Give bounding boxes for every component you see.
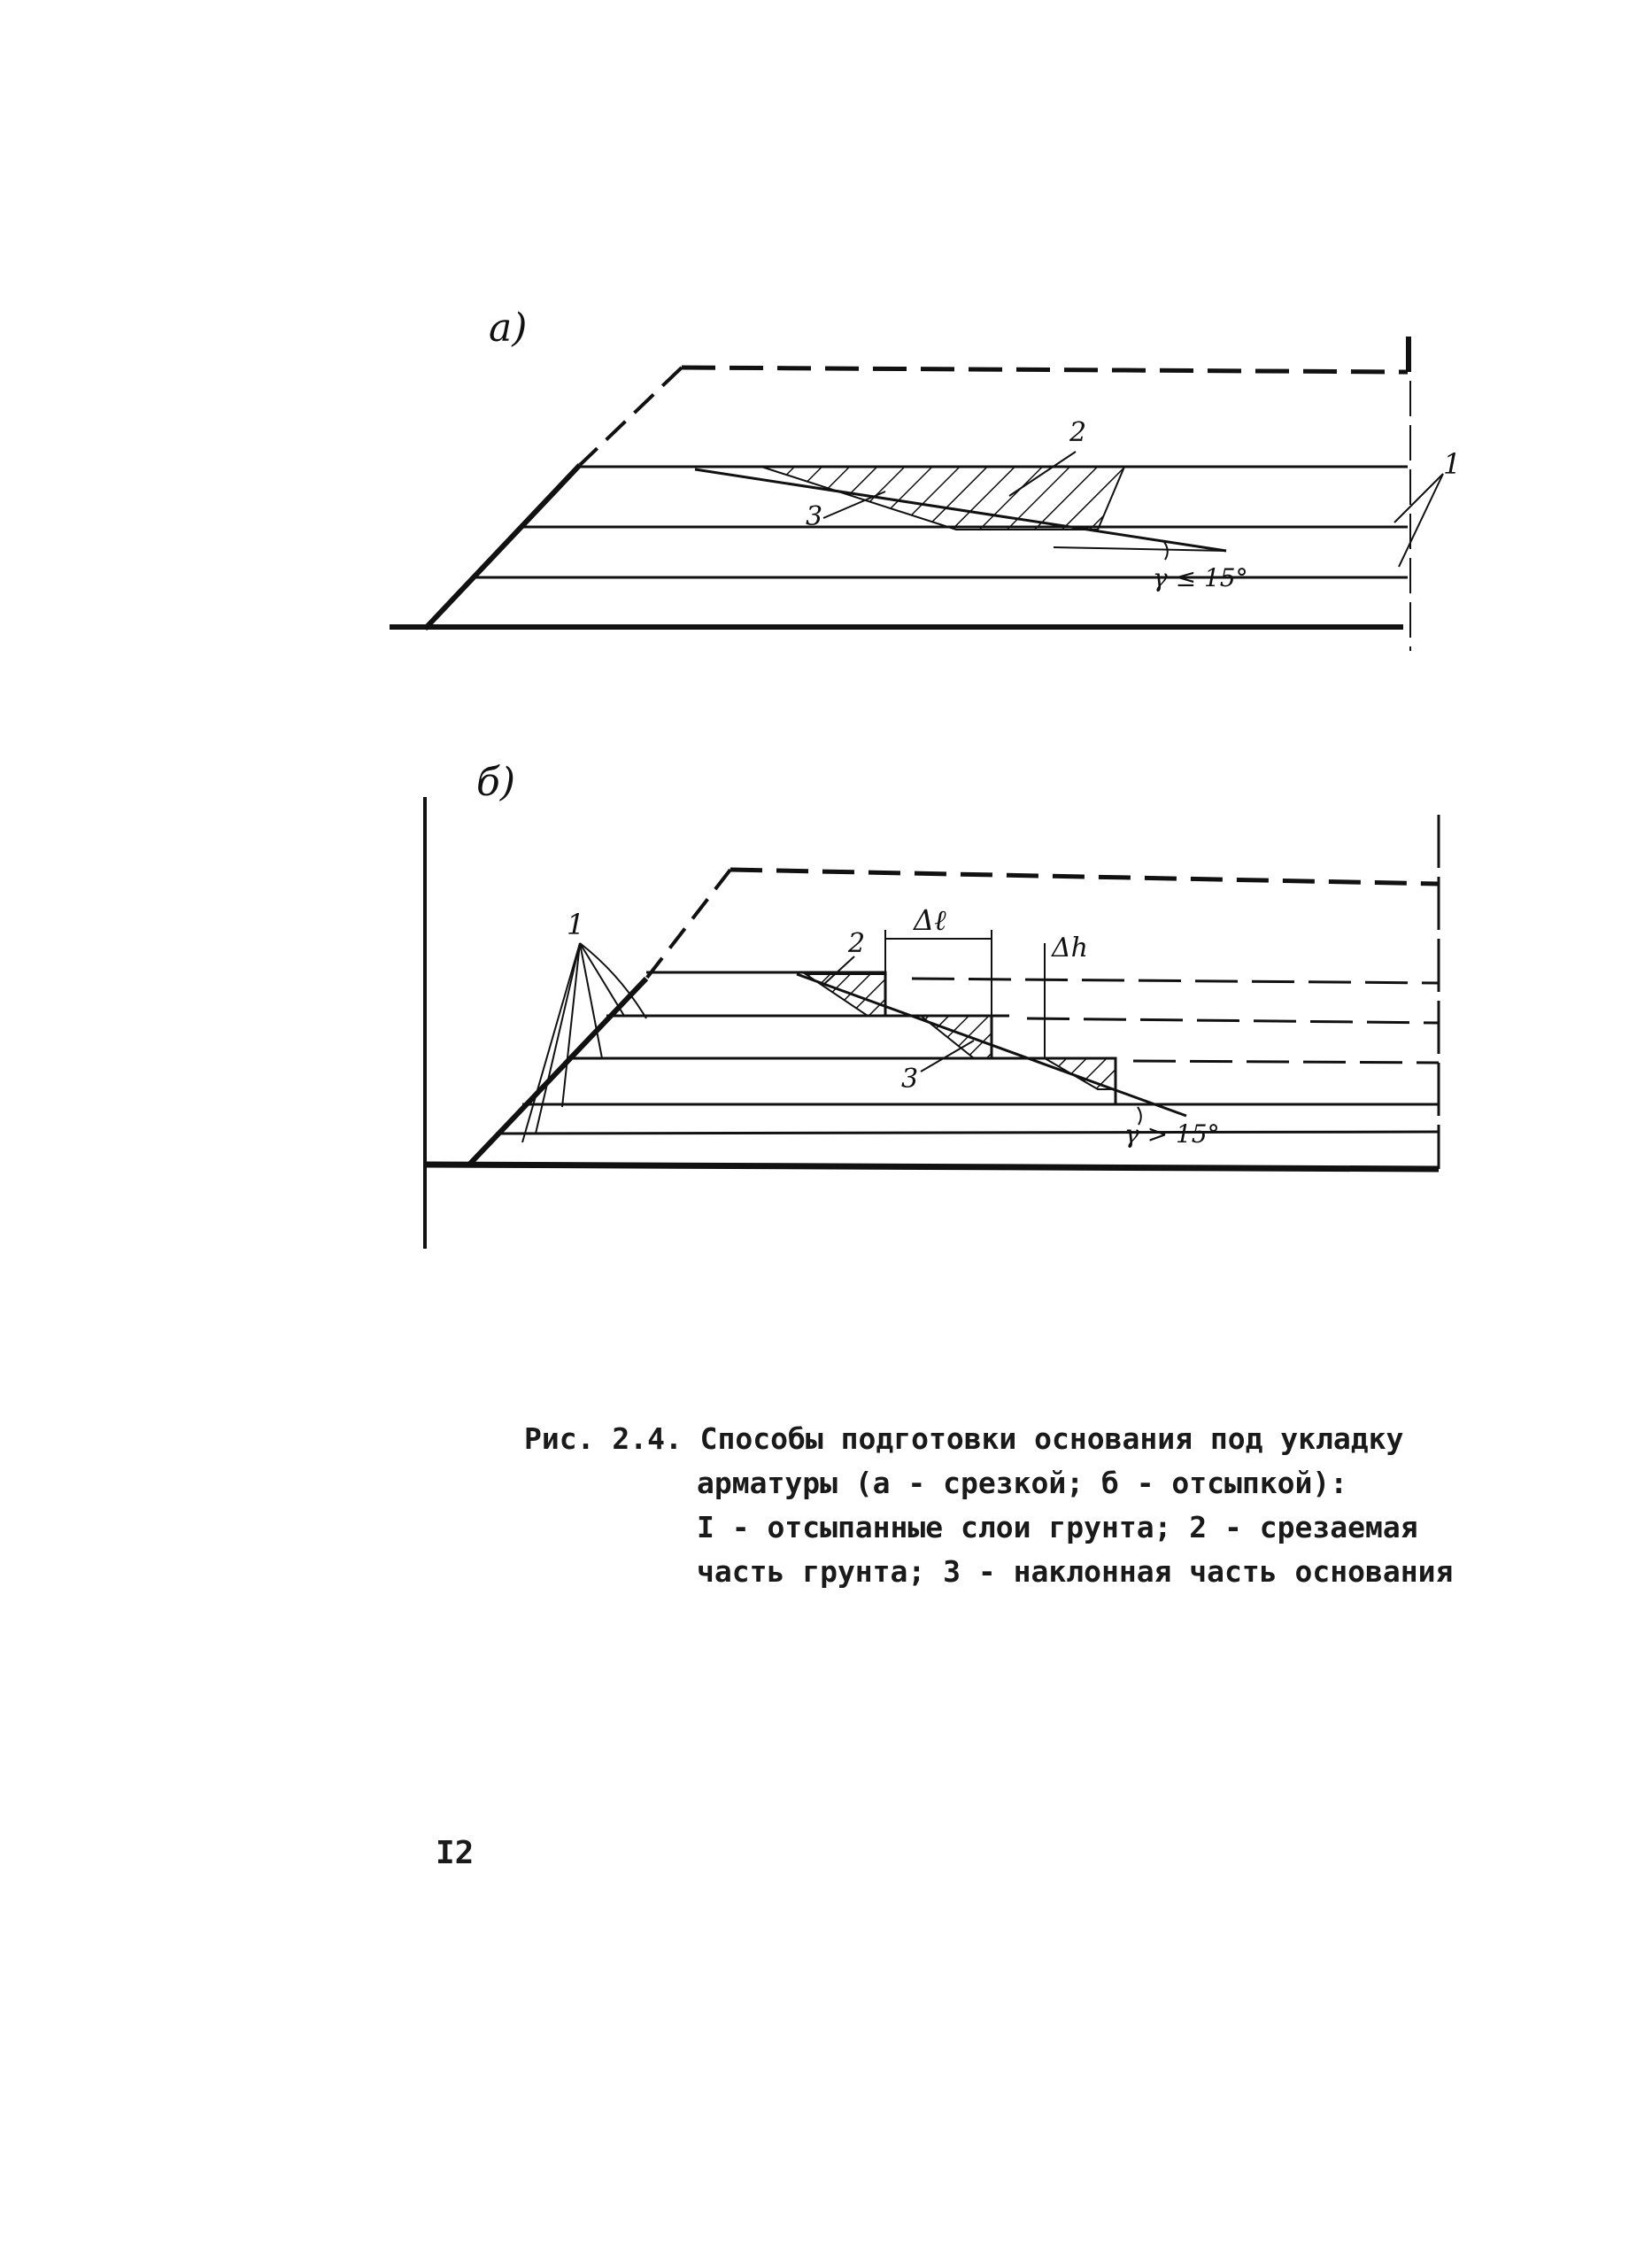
angle-a-label: γ ≤ 15° [1153,563,1248,592]
figure-a-cut-method [390,292,1487,682]
leader-1a [1394,474,1443,522]
callout-a-1: 1 [1443,447,1462,481]
cut-hatch-3 [1045,1058,1116,1089]
slope-solid-lower [469,979,646,1165]
caption-line-2: арматуры (а - срезкой; б - отсыпкой): [697,1466,1348,1500]
angle-b-label: γ > 15° [1124,1119,1220,1149]
callout-a-2: 2 [1069,417,1087,448]
caption-line-4: часть грунта; 3 - наклонная часть основания [697,1554,1454,1589]
panel-b-label: б) [476,760,516,805]
callout-b-1: 1 [567,908,585,941]
delta-h-label: Δh [1052,933,1088,964]
figure-caption [524,1417,1569,1594]
callout-a-3: 3 [806,501,823,532]
callout-b-3: 3 [901,1064,919,1095]
slope-solid-lower [425,465,580,629]
delta-l-label: Δℓ [914,903,946,937]
top-dashed-edge [730,870,1439,884]
page-number: I2 [436,1835,475,1871]
layer-line-5 [496,1132,1439,1134]
panel-a-label: а) [489,306,528,351]
figure-b-fill-method [390,753,1487,1284]
ground-base [425,1165,1439,1169]
caption-line-3: I - отсыпанные слои грунта; 2 - срезаемая [697,1510,1418,1544]
angle-arc [1164,542,1168,560]
callout-b-2: 2 [848,928,866,959]
top-dashed-edge [682,368,1408,372]
caption-line-1: Рис. 2.4. Способы подготовки основания под укладку [524,1421,1404,1456]
leader-1b [1399,474,1443,567]
slope-dashed-upper [580,368,682,465]
slope-dashed-upper [646,870,730,979]
